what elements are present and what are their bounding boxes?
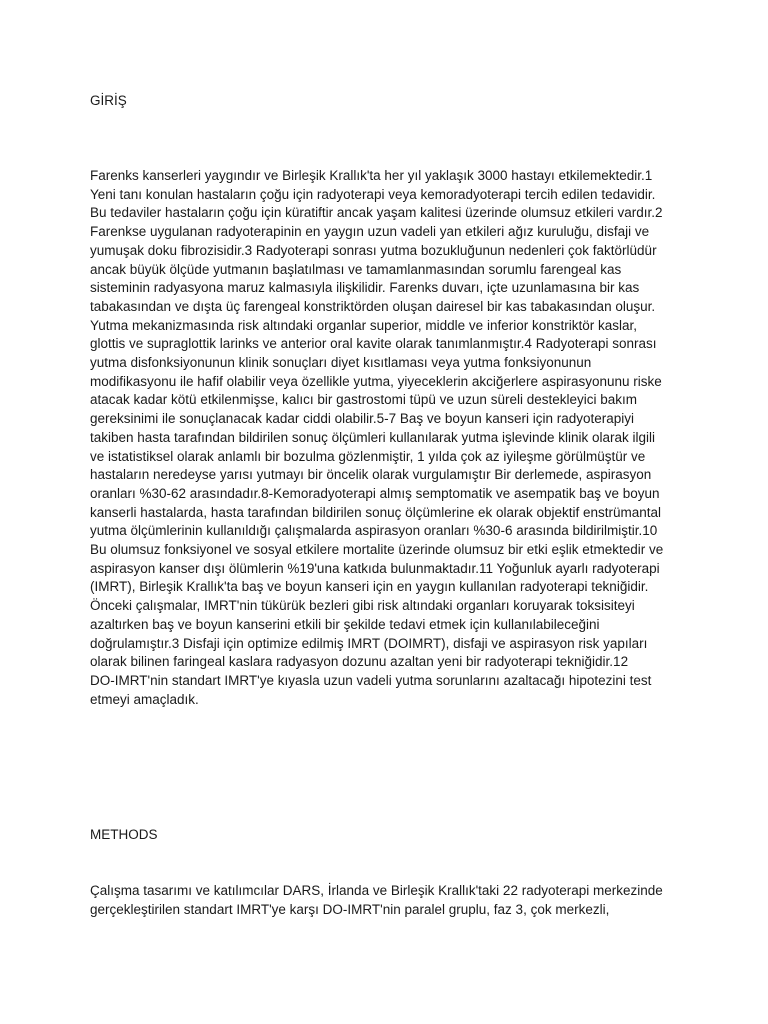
text-line: gerçekleştirilen standart IMRT'ye karşı DO-IMRT'nin paralel gruplu, faz 3, çok merkezli, [90, 901, 610, 917]
text-line: azaltırken baş ve boyun kanserini etkili bir şekilde tedavi etmek için kullanılabileceğini [90, 616, 600, 632]
text-line: ve istatistiksel olarak anlamlı bir bozulma gözlenmiştir, 1 yılda çok az iyileşme görülmüştür ve [90, 448, 646, 464]
text-line: Yeni tanı konulan hastaların çoğu için radyoterapi veya kemoradyoterapi tercih edilen tedavidir. [90, 186, 656, 202]
text-line: olarak bilinen faringeal kaslara radyasyon dozunu azaltan yeni bir radyoterapi tekniğidir.12 [90, 654, 629, 670]
section-heading-giris: GİRİŞ [90, 93, 127, 108]
text-line: Bu olumsuz fonksiyonel ve sosyal etkilere mortalite üzerinde olumsuz bir etki eşlik etmektedir ve [90, 542, 664, 558]
text-line: yutma ölçümlerinin kullanıldığı çalışmalarda aspirasyon oranları %30-6 arasında bildirilmiştir.10 [90, 523, 658, 539]
text-line: takiben hasta tarafından bildirilen sonuç ölçümleri kullanılarak yutma işlevinde klinik olarak ilgili [90, 429, 656, 445]
text-line: Önceki çalışmalar, IMRT'nin tükürük bezleri gibi risk altındaki organları koruyarak toksisiteyi [90, 598, 635, 614]
section-heading-methods: METHODS [90, 827, 158, 842]
text-line: ancak büyük ölçüde yutmanın başlatılması ve tamamlanmasından sorumlu farengeal kas [90, 261, 622, 277]
text-line: hastaların neredeyse yarısı yutmayı bir öncelik olarak vurgulamıştır Bir derlemede, aspirasyon [90, 467, 652, 483]
text-line: atacak kadar kötü etkilenmişse, kalıcı bir gastrostomi tüpü ve uzun süreli destekleyici bakım [90, 392, 637, 408]
text-line: sisteminin radyasyona maruz kalmasıyla ilişkilidir. Farenks duvarı, içte uzunlamasına bir kas [90, 280, 640, 296]
text-line: oranları %30-62 arasındadır.8-Kemoradyoterapi almış semptomatik ve asempatik baş ve boyun [90, 485, 660, 501]
text-line: Farenks kanserleri yaygındır ve Birleşik Krallık'ta her yıl yaklaşık 3000 hastayı etkilemektedir.1 [90, 168, 653, 183]
text-line: Bu tedaviler hastaların çoğu için küratiftir ancak yaşam kalitesi üzerinde olumsuz etkileri vardır.2 [90, 205, 663, 221]
text-line: glottis ve supraglottik larinks ve anterior oral kavite olarak tanımlanmıştır.4 Radyoterapi sonrası [90, 336, 657, 352]
text-line: kanserli hastalarda, hasta tarafından bildirilen sonuç ölçümlerine ek olarak objektif enstrümantal [90, 504, 662, 520]
text-line: Çalışma tasarımı ve katılımcılar DARS, İrlanda ve Birleşik Krallık'taki 22 radyoterapi merkezinde [90, 883, 663, 898]
text-line: (IMRT), Birleşik Krallık'ta baş ve boyun kanseri için en yaygın kullanılan radyoterapi tekniğidir. [90, 579, 649, 595]
text-line: tabakasından ve dışta üç farengeal konstriktörden oluşan dairesel bir kas tabakasından oluşur. [90, 298, 656, 314]
text-line: gereksinimi ile sonuçlanacak kadar ciddi olabilir.5-7 Baş ve boyun kanseri için radyoterapiyi [90, 411, 635, 427]
text-line: yumuşak doku fibrozisidir.3 Radyoterapi sonrası yutma bozukluğunun nedenleri çok faktörlüdür [90, 242, 657, 258]
text-line: etmeyi amaçladık. [90, 691, 199, 707]
text-line: modifikasyonu ile hafif olabilir veya özellikle yutma, yiyeceklerin akciğerlere aspirasyonunu riske [90, 373, 662, 389]
text-line: DO-IMRT'nin standart IMRT'ye kıyasla uzun vadeli yutma sorunlarını azaltacağı hipotezini test [90, 672, 652, 688]
text-line: Farenkse uygulanan radyoterapinin en yaygın uzun vadeli yan etkileri ağız kuruluğu, disfaji ve [90, 224, 650, 240]
text-line: Yutma mekanizmasında risk altındaki organlar superior, middle ve inferior konstriktör kaslar, [90, 317, 637, 333]
text-line: doğrulamıştır.3 Disfaji için optimize edilmiş IMRT (DOIMRT), disfaji ve aspirasyon risk yapıları [90, 635, 648, 651]
intro-paragraph [90, 167, 690, 709]
text-line: aspirasyon kanser dışı ölümlerin %19'una katkıda bulunmaktadır.11 Yoğunluk ayarlı radyoterapi [90, 560, 660, 576]
methods-paragraph [90, 882, 690, 919]
text-line: yutma disfonksiyonunun klinik sonuçları diyet kısıtlaması veya yutma fonksiyonunun [90, 355, 592, 371]
